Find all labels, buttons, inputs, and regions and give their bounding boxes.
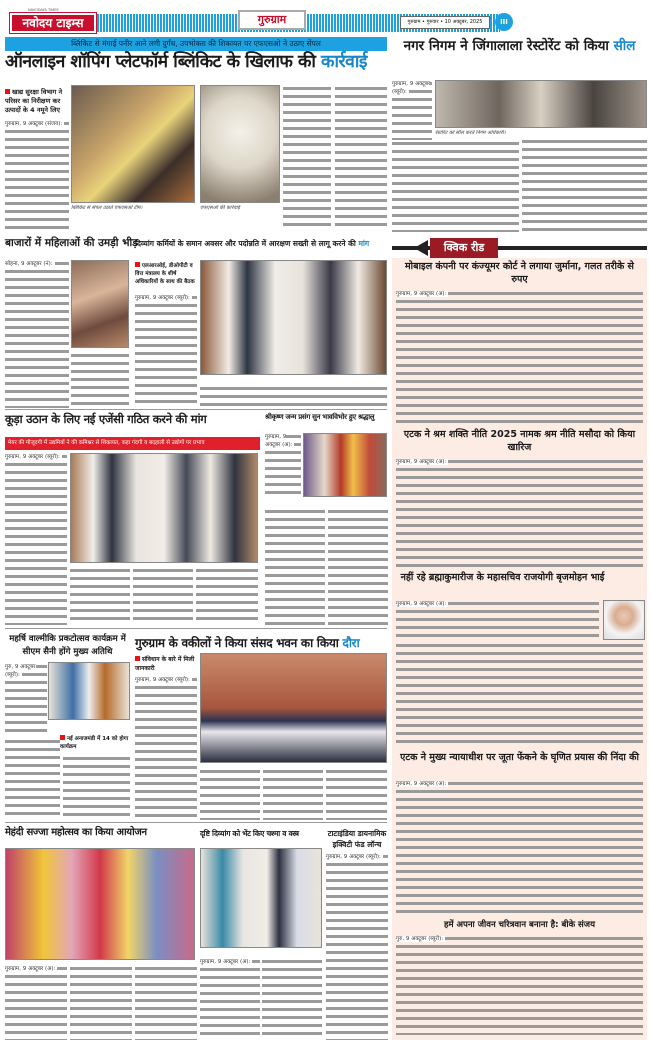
brand-logo [10,13,96,33]
headline-accent: दौरा [342,636,360,650]
seal-caption: रेस्टोरेंट को सील करते निगम अधिकारी। [435,130,506,136]
divyang-headline [135,240,387,248]
spectacles-body [200,958,260,1040]
brand-small: NAVODAYA TIMES [28,8,59,12]
headline-text: दिव्यांग कर्मियों के समान अवसर और पदोन्नति में आरक्षण सख्ती से लागू करने की [135,239,356,248]
quick-item-3-body-2 [396,642,643,747]
mehndi-dateline: गुरुग्राम, 9 अक्टूबर (अ): [5,966,56,972]
quick-item-5-body [396,935,643,1035]
header-dateline [400,16,490,29]
spectacles-dateline: गुरुग्राम, 9 अक्टूबर (अ): [200,959,251,965]
kicker-text: मेयर की मौजूदगी में उद्यमियों ने की कमिश्नर से शिकायत, कहा गंदगी व बदहाली से उद्योगों पर प्रभाव [8,440,205,446]
market-dateline: सोहना, 9 अक्टूबर (नं): [5,261,53,267]
divider [5,822,387,823]
valmiki-dateline: गुरु, 9 अक्टूबर (ब्यूरो): [5,664,36,678]
section-name: गुरुग्राम [257,13,287,26]
quick-read-arrow-icon [414,240,428,256]
seal-body-3 [522,138,647,232]
lawyers-bullet [135,655,195,673]
valmiki-body-3 [63,755,130,820]
page-number: III [500,18,508,26]
divider [5,409,387,410]
spectacles-headline: दृष्टि दिव्यांग को भेंट किए चश्मा व वस्त्र [200,829,299,838]
mehndi-photo [5,848,195,960]
divyang-body [135,294,197,408]
lead-bullet [5,88,69,115]
quick-item-3-body [396,600,599,640]
seal-photo [435,80,647,128]
bullet-icon [135,656,140,661]
lawyers-photo [200,653,387,763]
mehndi-body-3 [135,965,197,1040]
lead-caption-2: एफएसओ की कार्रवाई [200,205,240,211]
lawyers-body-2 [200,768,260,820]
quick-item-1-headline: मोबाइल कंपनी पर कंज्यूमर कोर्ट ने लगाया जुर्माना, गलत तरीके से रुपए [405,261,634,285]
spectacles-body-2 [262,958,322,1040]
sub-headline: नई अनाजमंडी में 14 को होगा कार्यक्रम [60,736,129,750]
divyang-dateline: गुरुग्राम, 9 अक्टूबर (ब्यूरो): [135,295,190,301]
garbage-body [5,453,67,625]
market-body [5,260,69,408]
tata-headline: टाटाइंडिया डायनामिक इक्विटी फंड लॉन्च [327,829,387,849]
divider [5,628,387,629]
krishna-body-3 [328,508,388,625]
quick-dateline: गुरुग्राम, 9 अक्टूबर (अ): [396,781,447,787]
tata-dateline: गुरुग्राम, 9 अक्टूबर (ब्यूरो): [326,854,381,860]
quick-read-label: क्विक रीड [443,241,485,254]
quick-item-3-photo [603,600,645,640]
bullet-icon [5,89,10,94]
seal-dateline: गुरुग्राम, 9 अक्टूबर (ब्यूरो): [392,81,431,95]
divyang-photo [200,260,387,375]
headline-accent: सील [613,38,636,54]
headline-accent: कार्रवाई [321,52,368,72]
mehndi-body [5,965,67,1040]
valmiki-body [5,663,47,733]
divyang-bullet [135,262,197,286]
krishna-dateline: गुरुग्राम, 9 अक्टूबर (अ): [265,434,293,448]
lead-body-col2 [283,85,331,230]
market-body-2 [71,352,129,408]
quick-item-2-headline: एटक ने श्रम शक्ति नीति 2025 नामक श्रम नीति मसौदा को किया खारिज [403,429,636,453]
quick-dateline: गुरुग्राम, 9 अक्टूबर (अ): [396,601,447,607]
valmiki-photo [48,662,130,720]
garbage-body-3 [133,567,193,625]
bullet-text: एलआरओई, डीओपीटी व वित्त मंत्रालय के शीर्ष अधिकारियों के साथ की बैठक [135,263,195,285]
lead-body [5,120,69,230]
quick-dateline: गुरु, 9 अक्टूबर (ब्यूरो): [396,936,444,942]
quick-item-4-headline: एटक ने मुख्य न्यायाधीश पर जूता फेंकने के घृणित प्रयास की निंदा की [400,752,639,763]
lead-kicker [5,37,387,51]
quick-dateline: गुरुग्राम, 9 अक्टूबर (अ): [396,459,447,465]
bullet-text: संविधान के बारे में मिली जानकारी [135,656,195,672]
kicker-text: ब्लिंकिट से मंगाई पनीर आने लगी दुर्गंध, उपभोक्ता की शिकायत पर एफएसओ ने उठाए सेंपल [71,39,321,48]
section-label [238,10,306,30]
garbage-body-4 [196,567,258,625]
seal-body [392,80,432,140]
lead-caption-1: ब्लिंकिट से सेंपल उठाते एफएसओ टीम। [71,205,143,211]
garbage-kicker [5,437,260,450]
valmiki-sub [60,735,130,751]
lead-headline [5,53,390,72]
krishna-body-2 [265,508,325,625]
bullet-icon [135,262,140,267]
mehndi-body-2 [70,965,132,1040]
lawyers-body [135,676,197,820]
quick-item-5-headline: हमें अपना जीवन चरित्रवान बनाना है: बीके संजय [443,920,596,930]
dateline-text: गुरुग्राम • गुरुवार • 10 अक्टूबर, 2025 [407,19,483,25]
garbage-photo [70,453,258,563]
lead-photo-shop [71,85,195,203]
quick-read-tab [430,238,498,258]
garbage-dateline: गुरुग्राम, 9 अक्टूबर (ब्यूरो): [5,454,60,460]
quick-dateline: गुरुग्राम, 9 अक्टूबर (अ): [396,291,447,297]
headline-text: नगर निगम ने जिंगालाला रेस्टोरेंट को किया [403,38,609,54]
seal-headline [392,38,647,55]
valmiki-headline: महर्षि वाल्मीकि प्रकटोत्सव कार्यक्रम में सीएम सैनी होंगे मुख्य अतिथि [9,634,126,657]
garbage-headline: कूड़ा उठान के लिए नई एजेंसी गठित करने की मांग [5,412,207,426]
market-headline: बाजारों में महिलाओं की उमड़ी भीड़ [5,237,138,249]
lead-dateline: गुरुग्राम, 9 अक्टूबर (संजय): [5,121,63,127]
lead-body-col3 [335,85,387,230]
lawyers-body-3 [263,768,323,820]
page-marker [495,13,513,31]
headline-accent: मांग [358,239,370,248]
mehndi-headline: मेहंदी सज्जा महोत्सव का किया आयोजन [5,827,147,838]
divyang-body-2 [200,385,387,408]
krishna-body [265,433,301,498]
headline-text: गुरुग्राम के वकीलों ने किया संसद भवन का किया [135,636,339,650]
market-photo [71,260,129,348]
seal-body-2 [392,140,519,232]
krishna-photo [303,433,387,497]
lawyers-headline [135,637,387,650]
lawyers-dateline: गुरुग्राम, 9 अक्टूबर (ब्यूरो): [135,677,190,683]
spectacles-photo [200,848,322,948]
quick-item-2-body [396,458,643,570]
quick-item-1-body [396,290,643,425]
bullet-text: खाद्य सुरक्षा विभाग ने परिसर का निरीक्षण कर उत्पादों के 4 नमूने लिए [5,88,63,114]
garbage-body-2 [70,567,130,625]
bullet-icon [60,735,65,740]
quick-item-4-body [396,780,643,918]
krishna-headline: श्रीकृष्ण जन्म प्रसंग सुन भावविभोर हुए श्रद्धालु [265,413,375,421]
valmiki-body-2 [5,738,60,820]
brand-name: नवोदय टाइम्स [22,16,84,30]
headline-text: ऑनलाइन शॉपिंग प्लेटफॉर्म ब्लिंकिट के खिलाफ की [5,52,316,72]
lead-photo-paneer [200,85,280,203]
lawyers-body-4 [326,768,387,820]
tata-body [326,853,388,1040]
masthead [0,0,650,36]
quick-item-3-headline: नहीं रहे ब्रह्माकुमारीज के महासचिव राजयोगी बृजमोहन भाई [400,572,605,583]
